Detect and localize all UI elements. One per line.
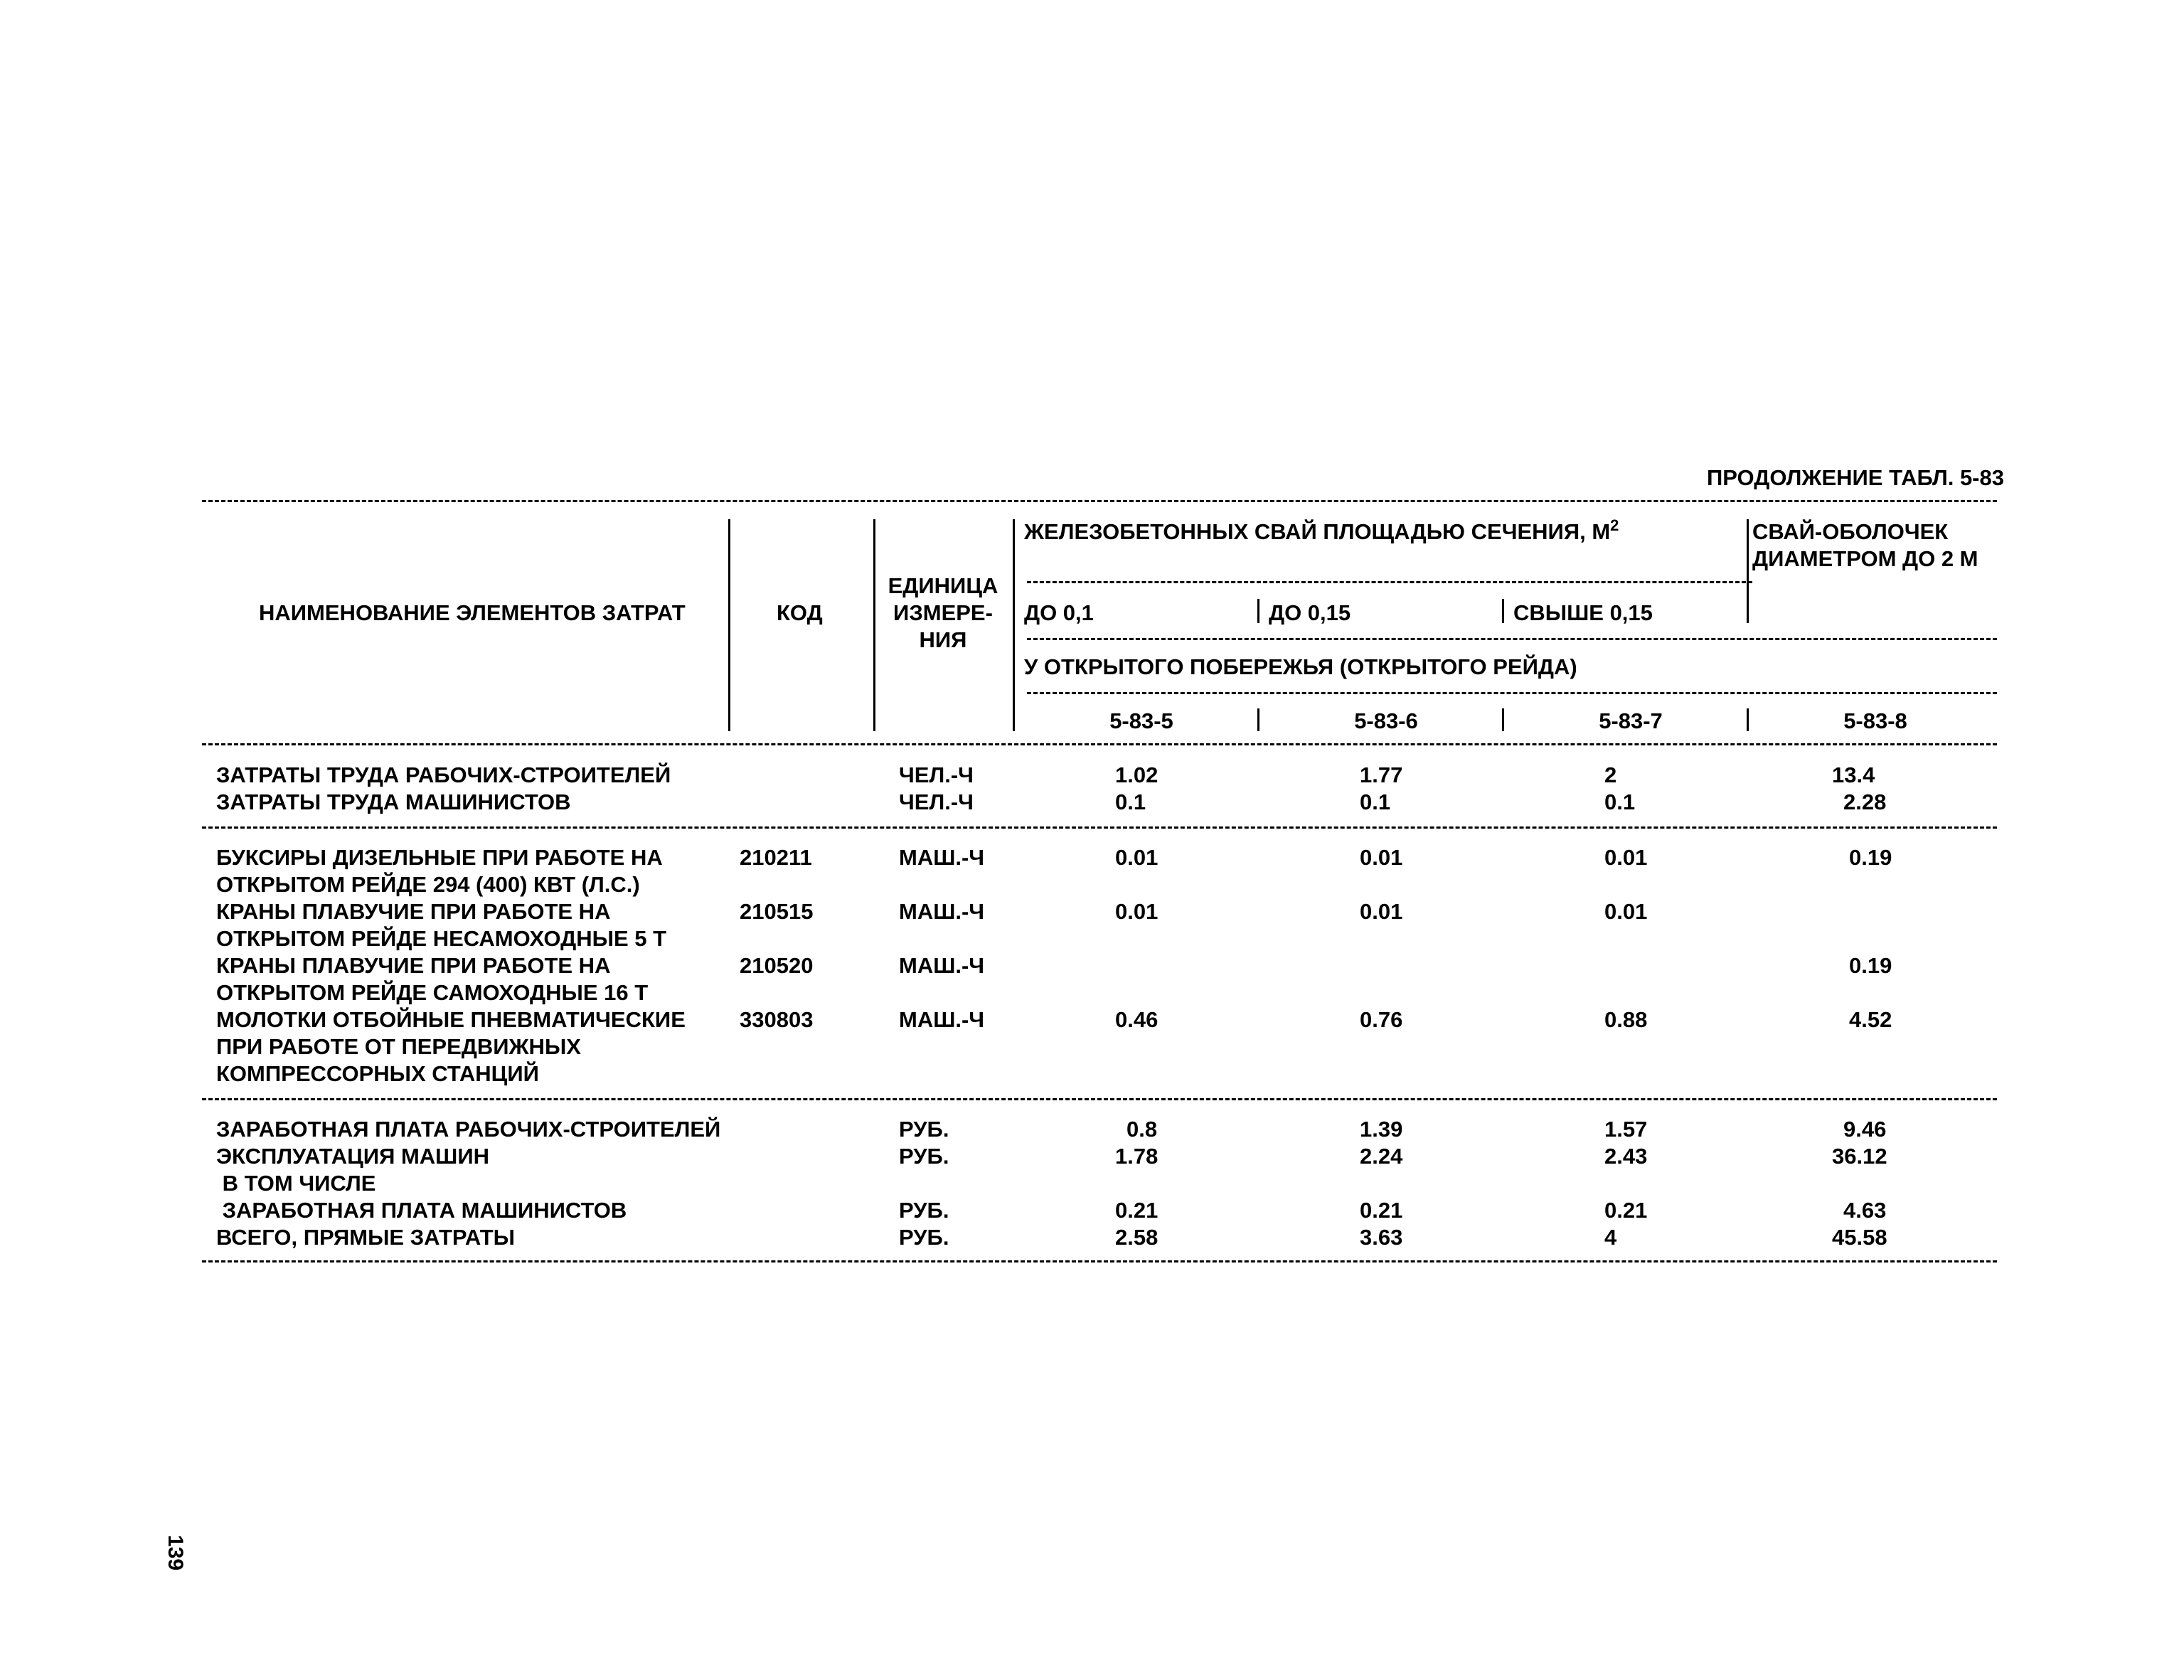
row-value: 0.21 [1604,1198,1648,1223]
column-divider [1747,708,1749,731]
row-value: 4 [1604,1225,1617,1250]
row-value: 0.46 [1115,1007,1158,1032]
column-divider [1257,599,1259,623]
row-value: 13.4 [1832,762,1875,787]
row-name: КОМПРЕССОРНЫХ СТАНЦИЙ [216,1061,539,1086]
row-value: 0.01 [1604,899,1648,924]
row-name: МОЛОТКИ ОТБОЙНЫЕ ПНЕВМАТИЧЕСКИЕ [216,1007,686,1032]
row-value: 45.58 [1832,1225,1887,1250]
header-bottom-rule [202,743,1997,745]
row-value: 1.78 [1115,1144,1158,1169]
row-value: 1.57 [1604,1117,1648,1142]
column-divider [1502,599,1504,623]
section-rule [202,826,1997,829]
header-subcol-1: ДО 0,1 [1024,600,1094,625]
row-name: ЗАРАБОТНАЯ ПЛАТА МАШИНИСТОВ [216,1198,627,1223]
row-name: ЗАТРАТЫ ТРУДА МАШИНИСТОВ [216,790,571,814]
row-value: 0.01 [1360,899,1403,924]
header-code-5-83-7: 5-83-7 [1599,708,1663,733]
row-name: ОТКРЫТОМ РЕЙДЕ НЕСАМОХОДНЫЕ 5 Т [216,926,667,951]
row-value: 0.21 [1115,1198,1158,1223]
row-value: 2.28 [1843,790,1887,814]
column-divider [1257,708,1259,731]
row-value: 4.52 [1849,1007,1892,1032]
table-caption: ПРОДОЛЖЕНИЕ ТАБЛ. 5-83 [1707,465,2004,490]
row-value: 0.01 [1115,899,1158,924]
row-name: ОТКРЫТОМ РЕЙДЕ САМОХОДНЫЕ 16 Т [216,980,649,1005]
row-name: В ТОМ ЧИСЛЕ [216,1171,376,1196]
row-value: 0.8 [1126,1117,1158,1142]
row-unit: РУБ. [899,1144,949,1169]
header-subcol-3: СВЫШЕ 0,15 [1513,600,1653,625]
table-bottom-rule [202,1260,1997,1262]
column-divider [873,519,875,731]
row-unit: ЧЕЛ.-Ч [899,762,974,787]
header-condition: У ОТКРЫТОГО ПОБЕРЕЖЬЯ (ОТКРЫТОГО РЕЙДА) [1024,654,1577,679]
row-value: 2.43 [1604,1144,1648,1169]
header-group2-line1: СВАЙ-ОБОЛОЧЕК [1752,519,1949,544]
row-name: ВСЕГО, ПРЯМЫЕ ЗАТРАТЫ [216,1225,515,1250]
row-value: 4.63 [1843,1198,1887,1223]
page-number: 139 [164,1534,187,1571]
row-unit: МАШ.-Ч [899,953,985,978]
row-unit: РУБ. [899,1117,949,1142]
header-unit-line1: ЕДИНИЦА [888,573,998,598]
row-value: 2.24 [1360,1144,1403,1169]
row-value: 0.01 [1115,845,1158,870]
row-value: 0.1 [1360,790,1391,814]
header-top-rule [202,500,1997,502]
row-value: 2 [1604,762,1617,787]
row-value: 2.58 [1115,1225,1158,1250]
row-value: 1.02 [1115,762,1158,787]
row-value: 0.1 [1115,790,1146,814]
row-code: 210520 [740,953,814,978]
header-group2-line2: ДИАМЕТРОМ ДО 2 М [1752,546,1978,571]
row-unit: МАШ.-Ч [899,899,985,924]
header-rule-condition [1027,692,1997,694]
column-divider [1502,708,1504,731]
row-name: ЗАТРАТЫ ТРУДА РАБОЧИХ-СТРОИТЕЛЕЙ [216,762,671,787]
header-code-column: КОД [777,600,823,625]
row-value: 36.12 [1832,1144,1887,1169]
row-value: 0.01 [1604,845,1648,870]
row-value: 1.77 [1360,762,1403,787]
row-name: ОТКРЫТОМ РЕЙДЕ 294 (400) КВТ (Л.С.) [216,872,640,897]
row-unit: РУБ. [899,1225,949,1250]
header-group1: ЖЕЛЕЗОБЕТОННЫХ СВАЙ ПЛОЩАДЬЮ СЕЧЕНИЯ, $М^2$ [1024,516,1619,544]
header-subcol-2: ДО 0,15 [1269,600,1351,625]
row-name: ПРИ РАБОТЕ ОТ ПЕРЕДВИЖНЫХ [216,1034,581,1059]
column-divider [1747,519,1749,623]
header-code-5-83-8: 5-83-8 [1843,708,1907,733]
header-unit-line2: ИЗМЕРЕ- [893,600,993,625]
row-name: БУКСИРЫ ДИЗЕЛЬНЫЕ ПРИ РАБОТЕ НА [216,845,663,870]
row-value: 0.01 [1360,845,1403,870]
column-divider [728,519,730,731]
header-rule-group1 [1027,581,1752,583]
row-unit: РУБ. [899,1198,949,1223]
column-divider [1013,519,1015,731]
row-code: 330803 [740,1007,814,1032]
header-name-column: НАИМЕНОВАНИЕ ЭЛЕМЕНТОВ ЗАТРАТ [259,600,686,625]
row-value: 0.19 [1849,953,1892,978]
row-name: КРАНЫ ПЛАВУЧИЕ ПРИ РАБОТЕ НА [216,953,611,978]
row-name: КРАНЫ ПЛАВУЧИЕ ПРИ РАБОТЕ НА [216,899,611,924]
header-code-5-83-6: 5-83-6 [1354,708,1418,733]
row-value: 0.76 [1360,1007,1403,1032]
row-name: ЗАРАБОТНАЯ ПЛАТА РАБОЧИХ-СТРОИТЕЛЕЙ [216,1117,721,1142]
row-code: 210211 [740,845,812,870]
row-code: 210515 [740,899,814,924]
row-value: 1.39 [1360,1117,1403,1142]
row-value: 0.1 [1604,790,1636,814]
row-unit: МАШ.-Ч [899,1007,985,1032]
row-value: 3.63 [1360,1225,1403,1250]
row-unit: МАШ.-Ч [899,845,985,870]
section-rule [202,1098,1997,1100]
row-value: 9.46 [1843,1117,1887,1142]
row-name: ЭКСПЛУАТАЦИЯ МАШИН [216,1144,490,1169]
header-rule-subcols [1027,638,1997,640]
row-value: 0.21 [1360,1198,1403,1223]
header-code-5-83-5: 5-83-5 [1109,708,1173,733]
row-value: 0.19 [1849,845,1892,870]
row-value: 0.88 [1604,1007,1648,1032]
row-unit: ЧЕЛ.-Ч [899,790,974,814]
header-unit-line3: НИЯ [919,627,967,652]
